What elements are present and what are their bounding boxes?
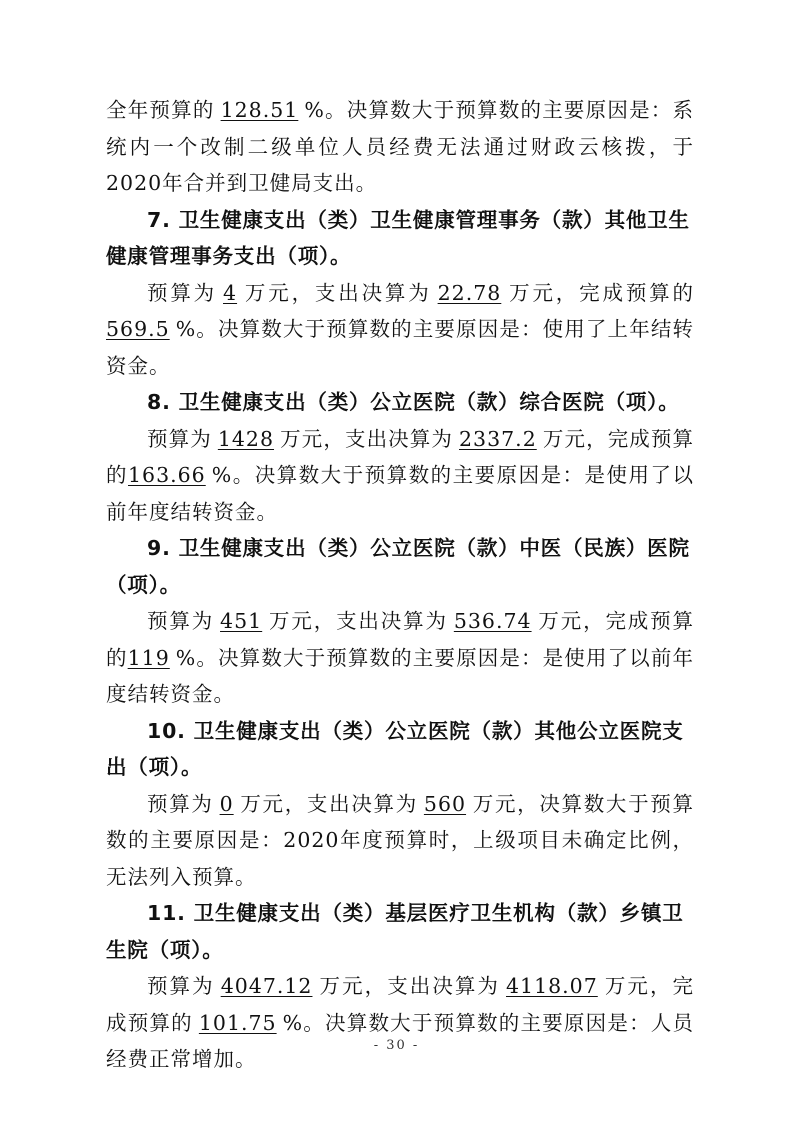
completion-percentage: 119 — [127, 645, 170, 670]
actual-label: 万元，支出决算为 — [268, 609, 448, 633]
actual-value: 4118.07 — [506, 974, 598, 998]
budget-label: 预算为 — [147, 609, 215, 633]
budget-label: 预算为 — [147, 280, 218, 305]
actual-label: 万元，支出决算为 — [318, 974, 500, 998]
intro-reason: %。决算数大于预算数的主要原因是：系统内一个改制二级单位人员经费无法通过财政云核拨，于2020年合并到卫健局支出。 — [106, 98, 695, 195]
completion-label: 万元，完成预算的 — [106, 426, 695, 487]
budget-value: 4047.12 — [220, 974, 313, 998]
actual-value: 2337.2 — [459, 426, 537, 451]
actual-value: 536.74 — [453, 609, 532, 633]
reason-text: %。决算数大于预算数的主要原因是：是使用了以前年度结转资金。 — [106, 645, 694, 706]
actual-label: 万元，支出决算为 — [280, 426, 454, 451]
item-10-body — [106, 786, 694, 896]
item-9-heading: 9. 卫生健康支出（类）公立医院（款）中医（民族）医院（项）。 — [106, 536, 690, 597]
reason-text: %。决算数大于预算数的主要原因是：是使用了以前年度结转资金。 — [106, 463, 695, 524]
intro-text: 全年预算的 — [106, 98, 215, 122]
completion-label: 万元，完成预算的 — [507, 280, 695, 305]
completion-label: 万元，完成预算的 — [106, 609, 695, 670]
item-9-body — [106, 603, 694, 713]
actual-label: 万元，支出决算为 — [243, 280, 432, 305]
completion-label: 万元，完成预算的 — [106, 974, 695, 1035]
item-7-body — [106, 275, 694, 385]
completion-percentage: 163.66 — [128, 463, 206, 487]
budget-value: 451 — [220, 609, 263, 633]
intro-paragraph — [106, 92, 694, 202]
intro-percentage: 128.51 — [220, 98, 299, 122]
budget-value: 1428 — [217, 426, 275, 451]
budget-label: 预算为 — [147, 791, 214, 816]
budget-label: 预算为 — [147, 426, 212, 451]
reason-text: 万元，决算数大于预算数的主要原因是：2020年度预算时，上级项目未确定比例，无法列入预算。 — [106, 791, 695, 889]
item-11-heading: 11. 卫生健康支出（类）基层医疗卫生机构（款）乡镇卫生院（项）。 — [106, 901, 684, 962]
page-number: - 30 - — [373, 1038, 420, 1053]
actual-label: 万元，支出决算为 — [239, 791, 418, 816]
item-8-body — [106, 421, 694, 531]
item-11-body — [106, 968, 694, 1078]
budget-value: 4 — [223, 280, 238, 305]
item-7-heading: 7. 卫生健康支出（类）卫生健康管理事务（款）其他卫生健康管理事务支出（项）。 — [106, 207, 690, 268]
reason-text: %。决算数大于预算数的主要原因是：人员经费正常增加。 — [106, 1010, 694, 1071]
completion-percentage: 101.75 — [198, 1010, 277, 1035]
reason-text: %。决算数大于预算数的主要原因是：使用了上年结转资金。 — [106, 317, 694, 378]
document-body — [106, 92, 694, 1078]
budget-value: 0 — [219, 791, 234, 816]
item-10-heading: 10. 卫生健康支出（类）公立医院（款）其他公立医院支出（项）。 — [106, 718, 684, 779]
completion-percentage: 569.5 — [106, 317, 170, 341]
actual-value: 560 — [423, 791, 467, 816]
item-8-heading: 8. 卫生健康支出（类）公立医院（款）综合医院（项）。 — [147, 390, 680, 414]
budget-label: 预算为 — [147, 974, 215, 998]
actual-value: 22.78 — [437, 280, 502, 305]
